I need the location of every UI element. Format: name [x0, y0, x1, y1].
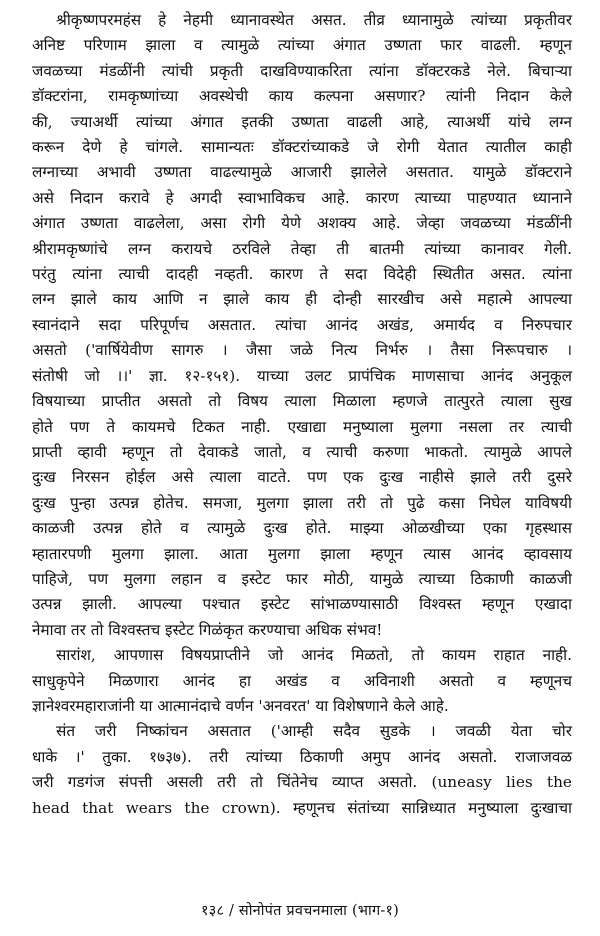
text-line: धाके ।' तुका. १७३७). तरी त्यांच्या ठिकाणी अमुप आनंद असतो. राजाजवळ [32, 747, 572, 766]
text-line: की, ज्याअर्थी त्यांच्या अंगात इतकी उष्णता वाढली आहे, त्याअर्थी यांचे लग्न [32, 112, 572, 131]
text-line: ज्ञानेश्वरमहाराजांनी या आत्मानंदाचे वर्णन 'अनवरत' या विशेषणाने केले आहे. [32, 696, 449, 715]
text-line: उत्पन्न झाली. आपल्या पश्चात इस्टेट सांभाळण्यासाठी विश्वस्त म्हणून एखादा [32, 595, 572, 614]
page-body [32, 8, 572, 821]
text-line: असतो ('वार्षियेवीण सागरु । जैसा जळे नित्य निर्भरु । तैसा निरूपचारु । [32, 341, 572, 360]
text-line: श्रीकृष्णपरमहंस हे नेहमी ध्यानावस्थेत असत. तीव्र ध्यानामुळे त्यांच्या प्रकृतीवर [56, 11, 572, 29]
text-line: लग्न झाले काय आणि न झाले काय ही दोन्ही सारखीच असे महात्मे आपल्या [32, 290, 572, 309]
text-line: संतोषी जो ।।' ज्ञा. १२-१५१). याच्या उलट प्रापंचिक माणसाचा आनंद अनुकूल [32, 366, 572, 385]
text-line: दुःख पुन्हा उत्पन्न होतेच. समजा, मुलगा झाला तरी तो पुढे कसा निघेल याविषयी [32, 493, 572, 512]
text-line: जरी गडगंज संपत्ती असली तरी तो चिंतेनेच व्याप्त असतो. (uneasy lies the [32, 773, 572, 792]
text-line: अंगात उष्णता वाढलेला, असा रोगी येणे अशक्य आहे. जेव्हा जवळच्या मंडळींनी [32, 214, 572, 233]
text-line: सारांश, आपणास विषयप्राप्तीने जो आनंद मिळतो, तो कायम राहात नाही. [56, 646, 572, 665]
text-line: डॉक्टरांना, रामकृष्णांच्या अवस्थेची काय कल्पना असणार? त्यांनी निदान केले [32, 87, 572, 106]
text-line: दुःख निरसन होईल असे त्याला वाटते. पण एक दुःख नाहीसे झाले तरी दुसरे [32, 468, 572, 487]
text-line: असे निदान करावे हे अगदी स्वाभाविकच आहे. कारण त्याच्या पाहण्यात ध्यानाने [32, 188, 572, 207]
text-line: काळजी उत्पन्न होते व त्यामुळे दुःख होते. माझ्या ओळखीच्या एका गृहस्थास [32, 519, 572, 538]
text-line: स्वानंदाने सदा परिपूर्णच असतात. त्यांचा आनंद अखंड, अमार्यद व निरुपचार [32, 315, 572, 334]
text-line: विषयाच्या प्राप्तीत असतो तो विषय त्याला मिळाला म्हणजे तात्पुरते त्याला सुख [32, 392, 572, 411]
text-line: म्हातारपणी मुलगा झाला. आता मुलगा झाला म्हणून त्यास आनंद व्हावसाय [32, 544, 572, 563]
text-line: परंतु त्यांना त्याची दादही नव्हती. कारण ते सदा विदेही स्थितीत असत. त्यांना [32, 265, 572, 284]
text-line: साधुकृपेने मिळणारा आनंद हा अखंड व अविनाशी असतो व म्हणूनच [32, 671, 572, 690]
text-line: लग्नाच्या अभावी उष्णता वाढल्यामुळे आजारी झालेले असतात. यामुळे डॉक्टराने [32, 163, 572, 182]
paragraph-1 [32, 8, 572, 643]
text-line: head that wears the crown). म्हणूनच संतांच्या सान्निध्यात मनुष्याला दुःखाचा [32, 798, 572, 817]
text-line: करून देणे हे चांगले. सामान्यतः डॉक्टरांच्याकडे जे रोगी येतात त्यातील काही [32, 138, 572, 157]
text-line: अनिष्ट परिणाम झाला व त्यामुळे त्यांच्या अंगात उष्णता फार वाढली. म्हणून [32, 36, 572, 55]
text-line: नेमावा तर तो विश्वस्तच इस्टेट गिळंकृत करण्याचा अधिक संभव! [32, 620, 383, 639]
text-line: संत जरी निष्कांचन असतात ('आम्ही सदैव सुडके । जवळी येता चोर [56, 722, 572, 741]
page-footer: १३८ / सोनोपंत प्रवचनमाला (भाग-१) [200, 903, 400, 919]
text-line: होते पण ते कायमचे टिकत नाही. एखाद्या मनुष्याला मुलगा नसला तर त्याची [32, 417, 572, 436]
paragraph-3 [32, 719, 572, 821]
text-line: जवळच्या मंडळींनी त्यांची प्रकृती दाखविण्याकरिता त्यांना डॉक्टरकडे नेले. बिचाऱ्या [32, 61, 572, 80]
paragraph-2 [32, 643, 572, 719]
text-line: प्राप्ती व्हावी म्हणून तो देवाकडे जातो, व त्याची करुणा भाकतो. त्यामुळे आपले [32, 442, 572, 461]
text-line: श्रीरामकृष्णांचे लग्न करायचे ठरविले तेव्हा ती बातमी त्यांच्या कानावर गेली. [32, 239, 572, 258]
text-line: पाहिजे, पण मुलगा लहान व इस्टेट फार मोठी, यामुळे त्याच्या ठिकाणी काळजी [32, 569, 572, 588]
